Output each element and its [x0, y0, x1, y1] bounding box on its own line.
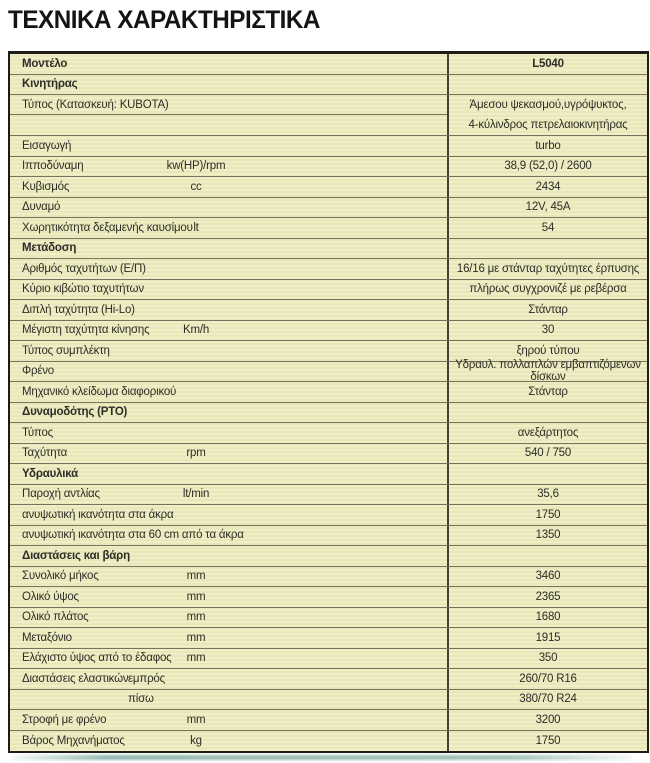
row-unit: mm — [186, 590, 206, 603]
label-cell — [10, 690, 447, 710]
spec-row — [10, 669, 647, 690]
label-cell — [10, 300, 447, 320]
section-row — [10, 546, 647, 567]
value-cell — [447, 444, 647, 464]
row-label: Βάρος Μηχανήματος — [22, 734, 125, 747]
spec-row — [10, 485, 647, 506]
value-cell — [447, 505, 647, 525]
label-cell — [10, 403, 447, 423]
row-value: turbo — [535, 139, 561, 152]
row-label: Μοντέλο — [22, 57, 68, 70]
value-cell — [447, 567, 647, 587]
label-cell — [10, 546, 447, 566]
row-label: Χωρητικότητα δεξαμενής καυσίμου — [22, 221, 193, 234]
spec-row — [10, 157, 647, 178]
row-label: Κύριο κιβώτιο ταχυτήτων — [22, 283, 144, 296]
scan-edge-artifact — [12, 755, 632, 760]
value-cell — [447, 54, 647, 74]
label-cell — [10, 526, 447, 546]
value-cell — [447, 280, 647, 300]
row-label: Υδραυλικά — [22, 467, 78, 480]
row-label: Τύπος συμπλέκτη — [22, 344, 110, 357]
value-cell — [447, 321, 647, 341]
value-cell — [447, 218, 647, 238]
row-unit: lt — [193, 221, 199, 234]
value-cell — [447, 359, 647, 384]
row-value: L5040 — [532, 57, 564, 70]
label-cell — [10, 382, 447, 402]
value-cell — [447, 628, 647, 648]
row-label: Διαστάσεις ελαστικών — [22, 672, 129, 685]
spec-row — [10, 587, 647, 608]
value-cell — [447, 341, 647, 361]
value-cell — [447, 731, 647, 752]
value-cell — [447, 669, 647, 689]
row-value-line: 4-κύλινδρος πετρελαιοκινητήρας — [468, 119, 628, 131]
row-label: Ελάχιστο ύψος από το έδαφος — [22, 652, 172, 665]
row-label: Μετάδοση — [22, 242, 77, 255]
row-unit: kw(HP)/rpm — [166, 160, 226, 173]
row-unit: rpm — [186, 447, 206, 460]
row-value: 260/70 R16 — [519, 672, 577, 685]
row-label: Ιπποδύναμη — [22, 160, 84, 173]
label-cell — [10, 628, 447, 648]
label-cell — [10, 464, 447, 484]
row-value: Στάνταρ — [528, 303, 568, 316]
label-cell — [10, 239, 447, 259]
spec-table-body — [10, 54, 647, 751]
row-value: 380/70 R24 — [519, 693, 577, 706]
spec-table — [8, 51, 649, 753]
row-label: Δυναμοδότης (PTO) — [22, 406, 128, 419]
label-cell — [10, 608, 447, 628]
section-row — [10, 403, 647, 424]
label-cell — [10, 95, 447, 135]
row-unit: Km/h — [182, 324, 210, 337]
spec-row — [10, 628, 647, 649]
row-value: ανεξάρτητος — [517, 426, 579, 439]
value-cell — [447, 382, 647, 402]
spec-row — [10, 382, 647, 403]
row-label: Εισαγωγή — [22, 139, 72, 152]
spec-row — [10, 95, 647, 136]
row-label: Φρένο — [22, 365, 54, 378]
value-cell — [447, 198, 647, 218]
row-value: πλήρως συγχρονιζέ με ρεβέρσα — [469, 283, 627, 296]
row-label: Κινητήρας — [22, 78, 78, 91]
spec-row — [10, 280, 647, 301]
row-unit: mm — [186, 631, 206, 644]
value-cell — [447, 239, 647, 259]
spec-row — [10, 259, 647, 280]
spec-row — [10, 136, 647, 157]
row-value: 2434 — [535, 180, 561, 193]
label-cell — [10, 321, 447, 341]
row-value: 16/16 με στάνταρ ταχύτητες έρπυσης — [456, 262, 640, 275]
spec-row — [10, 321, 647, 342]
row-value: 3200 — [535, 713, 561, 726]
row-value-line: Άμεσου ψεκασμού,υγρόψυκτος, — [469, 99, 627, 111]
row-value: 30 — [541, 324, 555, 337]
label-cell — [10, 485, 447, 505]
row-value: 1350 — [535, 529, 561, 542]
value-cell — [447, 485, 647, 505]
spec-row — [10, 505, 647, 526]
value-cell — [447, 546, 647, 566]
value-cell — [447, 710, 647, 730]
row-value: 1680 — [535, 611, 561, 624]
value-cell — [447, 259, 647, 279]
value-cell — [447, 690, 647, 710]
row-label: Αριθμός ταχυτήτων (Ε/Π) — [22, 262, 146, 275]
page-title: ΤΕΧΝΙΚΑ ΧΑΡΑΚΤΗΡΙΣΤΙΚΑ — [8, 6, 320, 34]
label-cell — [10, 567, 447, 587]
label-cell — [10, 75, 447, 95]
row-value: 2365 — [535, 590, 561, 603]
row-unit: cc — [190, 180, 202, 193]
value-cell — [447, 157, 647, 177]
row-label: Τύπος — [22, 426, 54, 439]
section-row — [10, 75, 647, 96]
row-value: Υδραυλ. πολλαπλών εμβαπτιζόμενων δίσκων — [455, 359, 641, 384]
value-cell — [447, 403, 647, 423]
value-cell — [447, 75, 647, 95]
row-value: 1915 — [535, 631, 561, 644]
label-cell — [10, 444, 447, 464]
spec-row — [10, 608, 647, 629]
row-value: 54 — [541, 221, 555, 234]
value-cell — [447, 300, 647, 320]
value-cell — [447, 587, 647, 607]
spec-row — [10, 300, 647, 321]
value-cell — [447, 136, 647, 156]
spec-row — [10, 444, 647, 465]
label-cell — [10, 54, 447, 74]
row-value: 38,9 (52,0) / 2600 — [504, 160, 592, 173]
section-row — [10, 239, 647, 260]
value-cell — [447, 423, 647, 443]
spec-row — [10, 690, 647, 711]
row-label: Διαστάσεις και βάρη — [22, 549, 130, 562]
label-cell — [10, 280, 447, 300]
row-value: 12V, 45A — [525, 201, 571, 214]
row-unit: mm — [186, 570, 206, 583]
label-cell — [10, 649, 447, 669]
label-cell — [10, 731, 447, 752]
row-label: ανυψωτική ικανότητα στα 60 cm από τα άκρα — [22, 529, 244, 542]
row-label: Ολικό ύψος — [22, 590, 79, 603]
row-label: Μεταξόνιο — [22, 631, 72, 644]
row-label: Στροφή με φρένο — [22, 713, 107, 726]
section-row — [10, 464, 647, 485]
row-label: Ολικό πλάτος — [22, 611, 89, 624]
label-cell — [10, 341, 447, 361]
value-cell — [447, 464, 647, 484]
value-cell — [447, 526, 647, 546]
label-cell — [10, 362, 447, 382]
label-cell — [10, 423, 447, 443]
label-cell — [10, 669, 447, 689]
row-unit: mm — [186, 611, 206, 624]
spec-row — [10, 423, 647, 444]
value-cell — [447, 649, 647, 669]
value-cell — [447, 95, 647, 135]
label-cell — [10, 136, 447, 156]
row-unit: lt/min — [182, 488, 210, 501]
row-value: Στάνταρ — [528, 385, 568, 398]
row-label: Συνολικό μήκος — [22, 570, 99, 583]
label-cell — [10, 505, 447, 525]
row-label: Δυναμό — [22, 201, 61, 214]
spec-row — [10, 177, 647, 198]
row-label: Διπλή ταχύτητα (Hi-Lo) — [22, 303, 135, 316]
row-value: 1750 — [535, 508, 561, 521]
label-cell — [10, 198, 447, 218]
spec-row — [10, 218, 647, 239]
row-label: Παροχή αντλίας — [22, 488, 100, 501]
spec-row — [10, 198, 647, 219]
spec-row — [10, 526, 647, 547]
row-unit: mm — [186, 652, 206, 665]
row-unit: mm — [186, 713, 206, 726]
row-label: Ταχύτητα — [22, 447, 68, 460]
row-value: 350 — [538, 652, 558, 665]
label-cell — [10, 710, 447, 730]
spec-row — [10, 649, 647, 670]
spec-row — [10, 359, 647, 384]
row-label: Μέγιστη ταχύτητα κίνησης — [22, 324, 150, 337]
label-cell — [10, 218, 447, 238]
spec-row — [10, 54, 647, 75]
row-label: Μηχανικό κλείδωμα διαφορικού — [22, 385, 177, 398]
row-label: Κυβισμός — [22, 180, 70, 193]
row-value: 35,6 — [537, 488, 559, 501]
label-cell — [10, 177, 447, 197]
value-cell — [447, 608, 647, 628]
spec-row — [10, 731, 647, 752]
row-value: ξηρού τύπου — [516, 344, 580, 357]
label-cell — [10, 157, 447, 177]
row-value: 540 / 750 — [524, 447, 572, 460]
value-cell — [447, 177, 647, 197]
row-sublabel: εμπρός — [128, 672, 165, 685]
label-cell — [10, 259, 447, 279]
row-sublabel: πίσω — [128, 693, 154, 706]
row-label: Τύπος (Κατασκευή: KUBOTA) — [22, 98, 169, 111]
row-label: ανυψωτική ικανότητα στα άκρα — [22, 508, 174, 521]
spec-row — [10, 710, 647, 731]
label-cell — [10, 587, 447, 607]
spec-row — [10, 567, 647, 588]
row-value: 3460 — [535, 570, 561, 583]
row-unit: kg — [190, 734, 202, 747]
row-value: 1750 — [535, 734, 561, 747]
